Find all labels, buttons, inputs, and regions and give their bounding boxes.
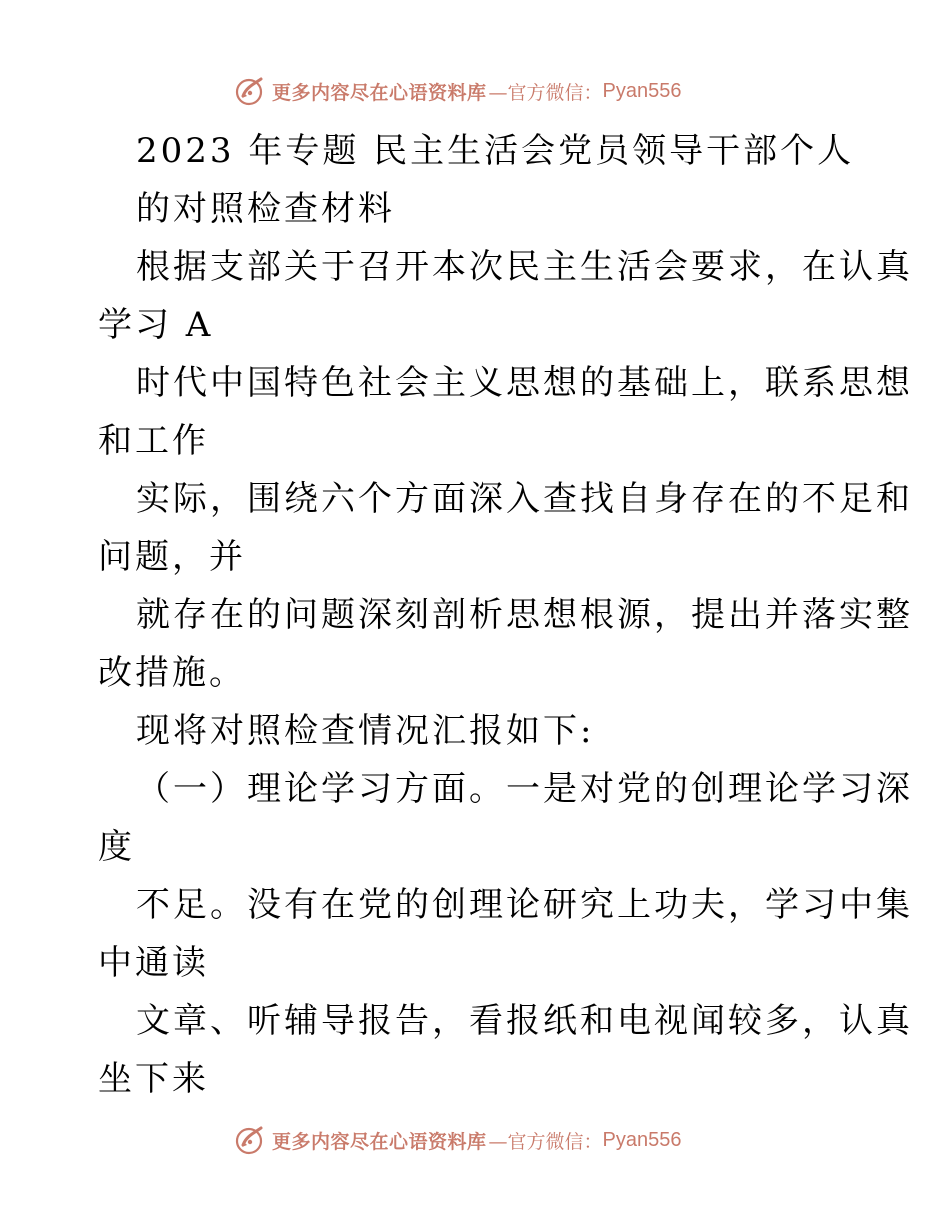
text-line: 度 — [98, 827, 135, 867]
watermark-sub-text: —官方微信： — [488, 1130, 603, 1153]
text-line: 时代中国特色社会主义思想的基础上，联系思想 — [136, 363, 913, 403]
text-line: 改措施。 — [98, 653, 246, 693]
text-line: 学习 A — [98, 305, 214, 345]
pen-logo-icon — [234, 1124, 266, 1156]
watermark-wechat-id: Pyan556 — [602, 1128, 682, 1151]
text-line: 中通读 — [98, 943, 209, 983]
text-line: 实际，围绕六个方面深入查找自身存在的不足和 — [136, 479, 913, 519]
watermark-wechat-id: Pyan556 — [602, 79, 682, 102]
document-body — [98, 122, 913, 1108]
text-line: 不足。没有在党的创理论研究上功夫，学习中集 — [136, 885, 913, 925]
watermark-main-text: 更多内容尽在心语资料库 — [272, 1130, 487, 1153]
watermark-footer — [234, 1122, 682, 1158]
text-line: 就存在的问题深刻剖析思想根源，提出并落实整 — [136, 595, 913, 635]
text-line: 和工作 — [98, 421, 209, 461]
text-line: （一）理论学习方面。一是对党的创理论学习深 — [136, 769, 913, 809]
text-line: 根据支部关于召开本次民主生活会要求，在认真 — [136, 247, 913, 287]
text-line: 文章、听辅导报告，看报纸和电视闻较多，认真 — [136, 1001, 913, 1041]
text-line: 2023 年专题 民主生活会党员领导干部个人 — [136, 131, 855, 171]
text-line: 问题，并 — [98, 537, 246, 577]
text-line: 坐下来 — [98, 1059, 209, 1099]
pen-logo-icon — [234, 75, 266, 107]
text-line: 的对照检查材料 — [136, 189, 395, 229]
watermark-sub-text: —官方微信： — [488, 81, 603, 104]
text-line: 现将对照检查情况汇报如下: — [136, 711, 595, 751]
watermark-main-text: 更多内容尽在心语资料库 — [272, 81, 487, 104]
watermark-header — [234, 73, 682, 109]
